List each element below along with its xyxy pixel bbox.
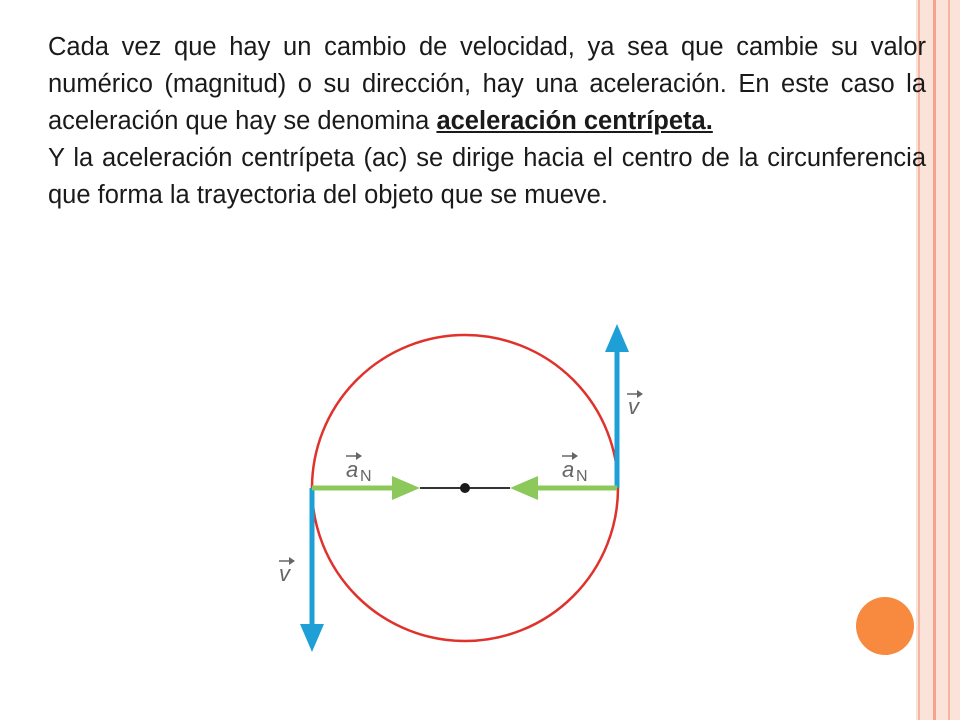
decorative-circle bbox=[856, 597, 914, 655]
acceleration-arrowhead-left bbox=[392, 476, 420, 500]
label-v-right bbox=[627, 390, 643, 419]
label-aN-left-sub: N bbox=[360, 468, 372, 485]
velocity-arrowhead-left bbox=[300, 624, 324, 652]
paragraph-2: Y la aceleración centrípeta (ac) se dirige hacia el centro de la circunferencia que forma la trayectoria del objeto que se mueve. bbox=[48, 144, 926, 209]
highlight-term: aceleración centrípeta. bbox=[436, 107, 713, 135]
label-aN-right-text: a bbox=[562, 457, 575, 482]
label-v-left-text: v bbox=[279, 561, 290, 586]
label-aN-right-sub: N bbox=[576, 468, 588, 485]
label-v-left bbox=[279, 557, 295, 586]
center-point bbox=[460, 483, 470, 493]
label-aN-right bbox=[562, 452, 588, 485]
paragraph-1-text: Cada vez que hay un cambio de velocidad, ya sea que cambie su valor numérico (magnitud) o su dirección, hay una aceleración. En este caso la aceleración que hay se denomina bbox=[48, 33, 926, 135]
label-aN-left bbox=[346, 452, 372, 485]
label-v-right-text: v bbox=[628, 394, 639, 419]
label-aN-left-text: a bbox=[346, 457, 359, 482]
velocity-arrowhead-right bbox=[605, 324, 629, 352]
acceleration-arrowhead-right bbox=[510, 476, 538, 500]
